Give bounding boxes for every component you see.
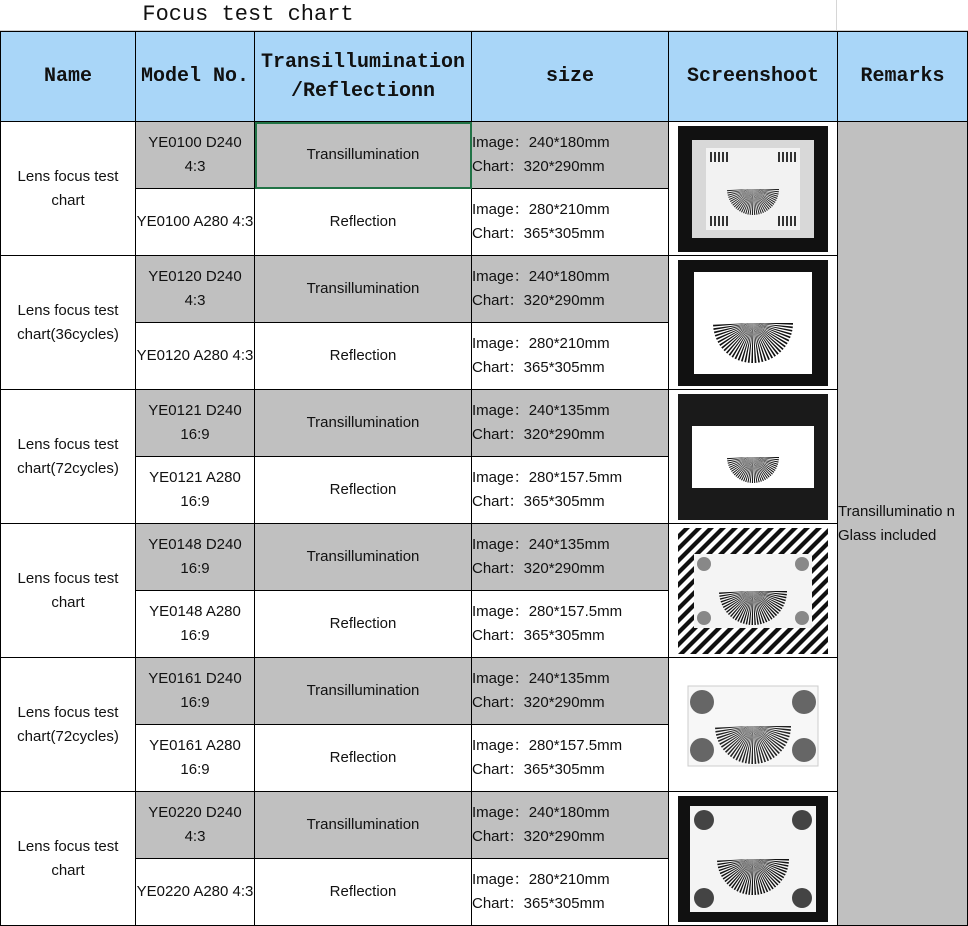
image-size: Image：240*180mm: [472, 268, 610, 285]
sheet-title: [0, 2, 836, 27]
size-cell[interactable]: [472, 725, 669, 792]
size-cell[interactable]: [472, 591, 669, 658]
header-mode-line1: Transillumination: [260, 50, 466, 74]
table-row: [1, 524, 968, 591]
model-cell[interactable]: YE0148 D240 16:9: [136, 524, 255, 591]
model-cell[interactable]: YE0100 D240 4:3: [136, 122, 255, 189]
size-cell[interactable]: [472, 457, 669, 524]
table-row: [1, 122, 968, 189]
mode-cell[interactable]: Reflection: [255, 457, 472, 524]
image-size: Image：240*180mm: [472, 134, 610, 151]
header-mode-line2: /Reflectionn: [290, 79, 436, 103]
image-size: Image：280*210mm: [472, 335, 610, 352]
image-size: Image：280*157.5mm: [472, 737, 623, 754]
image-size: Image：240*135mm: [472, 536, 610, 553]
screenshot-cell[interactable]: [669, 390, 838, 524]
size-cell[interactable]: [472, 256, 669, 323]
chart-size: Chart：320*290mm: [472, 694, 605, 711]
model-cell[interactable]: YE0121 D240 16:9: [136, 390, 255, 457]
table-row: [1, 390, 968, 457]
screenshot-cell[interactable]: [669, 256, 838, 390]
model-cell[interactable]: YE0220 A280 4:3: [136, 859, 255, 926]
chart-size: Chart：365*305mm: [472, 359, 605, 376]
remarks-cell[interactable]: Transilluminatio n Glass included: [838, 122, 968, 926]
mode-cell[interactable]: Transillumination: [255, 390, 472, 457]
name-cell[interactable]: Lens focus test chart: [1, 524, 136, 658]
chart-thumbnail: [678, 796, 828, 922]
mode-cell[interactable]: Reflection: [255, 725, 472, 792]
model-cell[interactable]: YE0148 A280 16:9: [136, 591, 255, 658]
chart-thumbnail: [678, 394, 828, 520]
model-cell[interactable]: YE0120 A280 4:3: [136, 323, 255, 390]
mode-cell[interactable]: Reflection: [255, 591, 472, 658]
size-cell[interactable]: [472, 658, 669, 725]
model-cell[interactable]: YE0121 A280 16:9: [136, 457, 255, 524]
name-cell[interactable]: Lens focus test chart: [1, 792, 136, 926]
image-size: Image：240*180mm: [472, 804, 610, 821]
name-cell[interactable]: Lens focus test chart(72cycles): [1, 658, 136, 792]
chart-size: Chart：365*305mm: [472, 225, 605, 242]
title-row: [0, 0, 968, 31]
mode-cell[interactable]: Reflection: [255, 323, 472, 390]
chart-thumbnail: [678, 528, 828, 654]
mode-cell[interactable]: Transillumination: [255, 256, 472, 323]
table-row: [1, 792, 968, 859]
chart-size: Chart：365*305mm: [472, 627, 605, 644]
model-cell[interactable]: YE0161 A280 16:9: [136, 725, 255, 792]
size-cell[interactable]: [472, 524, 669, 591]
chart-size: Chart：320*290mm: [472, 560, 605, 577]
header-mode[interactable]: [255, 32, 472, 122]
header-screenshot[interactable]: Screenshoot: [669, 32, 838, 122]
table-row: [1, 658, 968, 725]
mode-cell[interactable]: Transillumination: [255, 524, 472, 591]
model-cell[interactable]: YE0161 D240 16:9: [136, 658, 255, 725]
mode-cell[interactable]: Transillumination: [255, 792, 472, 859]
sheet-title-text: Focus test chart: [142, 2, 354, 27]
header-name[interactable]: Name: [1, 32, 136, 122]
chart-size: Chart：365*305mm: [472, 761, 605, 778]
header-row: [1, 32, 968, 122]
screenshot-cell[interactable]: [669, 658, 838, 792]
size-cell[interactable]: [472, 189, 669, 256]
mode-cell[interactable]: Transillumination: [255, 122, 472, 189]
spec-table: [0, 31, 968, 926]
model-cell[interactable]: YE0220 D240 4:3: [136, 792, 255, 859]
image-size: Image：280*157.5mm: [472, 469, 623, 486]
name-cell[interactable]: Lens focus test chart: [1, 122, 136, 256]
image-size: Image：280*157.5mm: [472, 603, 623, 620]
screenshot-cell[interactable]: [669, 122, 838, 256]
size-cell[interactable]: [472, 859, 669, 926]
screenshot-cell[interactable]: [669, 792, 838, 926]
mode-cell[interactable]: Reflection: [255, 859, 472, 926]
chart-thumbnail: [678, 662, 828, 788]
name-cell[interactable]: Lens focus test chart(72cycles): [1, 390, 136, 524]
chart-size: Chart：320*290mm: [472, 158, 605, 175]
mode-cell[interactable]: Reflection: [255, 189, 472, 256]
chart-thumbnail: [678, 260, 828, 386]
table-row: [1, 256, 968, 323]
chart-thumbnail: [678, 126, 828, 252]
size-cell[interactable]: [472, 390, 669, 457]
header-model[interactable]: Model No.: [136, 32, 255, 122]
title-separator: [836, 0, 837, 30]
header-size[interactable]: size: [472, 32, 669, 122]
header-remarks[interactable]: Remarks: [838, 32, 968, 122]
name-cell[interactable]: Lens focus test chart(36cycles): [1, 256, 136, 390]
chart-size: Chart：320*290mm: [472, 426, 605, 443]
mode-cell[interactable]: Transillumination: [255, 658, 472, 725]
chart-size: Chart：365*305mm: [472, 493, 605, 510]
model-cell[interactable]: YE0120 D240 4:3: [136, 256, 255, 323]
size-cell[interactable]: [472, 323, 669, 390]
screenshot-cell[interactable]: [669, 524, 838, 658]
chart-size: Chart：320*290mm: [472, 292, 605, 309]
image-size: Image：280*210mm: [472, 201, 610, 218]
image-size: Image：240*135mm: [472, 670, 610, 687]
model-cell[interactable]: YE0100 A280 4:3: [136, 189, 255, 256]
size-cell[interactable]: [472, 122, 669, 189]
image-size: Image：240*135mm: [472, 402, 610, 419]
size-cell[interactable]: [472, 792, 669, 859]
chart-size: Chart：320*290mm: [472, 828, 605, 845]
image-size: Image：280*210mm: [472, 871, 610, 888]
chart-size: Chart：365*305mm: [472, 895, 605, 912]
